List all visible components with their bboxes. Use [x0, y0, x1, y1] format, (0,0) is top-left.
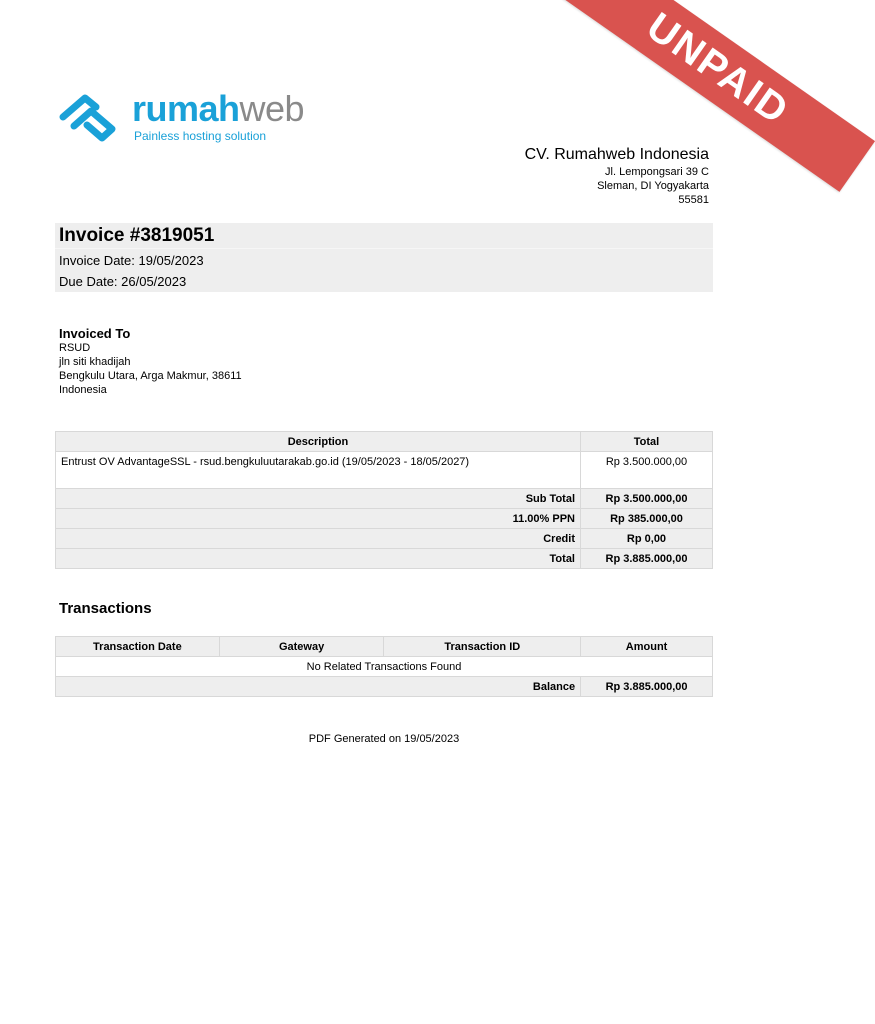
transactions-title: Transactions	[59, 600, 152, 617]
due-date: Due Date: 26/05/2023	[59, 274, 187, 289]
invoiced-to-line: jln siti khadijah	[59, 356, 131, 368]
tax-value: Rp 385.000,00	[581, 509, 713, 529]
invoiced-to-block	[59, 326, 242, 397]
total-label: Total	[56, 549, 581, 569]
logo-tagline: Painless hosting solution	[134, 129, 267, 143]
invoice-number: Invoice #3819051	[59, 225, 215, 246]
item-total: Rp 3.500.000,00	[581, 452, 713, 489]
logo-wordmark: rumahweb	[132, 88, 305, 129]
invoiced-to-line: Bengkulu Utara, Arga Makmur, 38611	[59, 370, 242, 382]
invoiced-to-line: Indonesia	[59, 384, 107, 396]
total-row	[56, 549, 713, 569]
table-header-row	[56, 432, 713, 452]
invoice-header	[55, 223, 713, 292]
subtotal-label: Sub Total	[56, 489, 581, 509]
table-row	[56, 657, 713, 677]
subtotal-value: Rp 3.500.000,00	[581, 489, 713, 509]
credit-row	[56, 529, 713, 549]
invoice-date: Invoice Date: 19/05/2023	[59, 253, 204, 268]
transaction-date-header: Transaction Date	[56, 637, 220, 657]
company-info	[525, 145, 709, 207]
table-header-row	[56, 637, 713, 657]
total-value: Rp 3.885.000,00	[581, 549, 713, 569]
company-address-line: Sleman, DI Yogyakarta	[597, 180, 709, 192]
divider	[55, 248, 713, 249]
gateway-header: Gateway	[219, 637, 384, 657]
balance-label: Balance	[56, 677, 581, 697]
status-label: UNPAID	[639, 4, 798, 134]
company-address-line: Jl. Lempongsari 39 C	[605, 166, 709, 178]
pdf-generated-footer: PDF Generated on 19/05/2023	[308, 733, 460, 745]
company-name: CV. Rumahweb Indonesia	[524, 146, 709, 163]
description-header: Description	[56, 432, 581, 452]
company-address-line: 55581	[678, 194, 709, 206]
table-row	[56, 452, 713, 489]
balance-value: Rp 3.885.000,00	[581, 677, 713, 697]
invoiced-to-line: RSUD	[59, 342, 91, 354]
invoice-items-table	[55, 431, 713, 569]
tax-label: 11.00% PPN	[56, 509, 581, 529]
credit-label: Credit	[56, 529, 581, 549]
company-logo	[58, 88, 328, 145]
transaction-id-header: Transaction ID	[384, 637, 581, 657]
transactions-table	[55, 636, 713, 697]
item-description: Entrust OV AdvantageSSL - rsud.bengkuluutarakab.go.id (19/05/2023 - 18/05/2027)	[56, 452, 581, 489]
subtotal-row	[56, 489, 713, 509]
total-header: Total	[581, 432, 713, 452]
amount-header: Amount	[581, 637, 713, 657]
rumahweb-logo-icon	[58, 93, 124, 145]
tax-row	[56, 509, 713, 529]
no-transactions-message: No Related Transactions Found	[56, 657, 713, 677]
balance-row	[56, 677, 713, 697]
invoiced-to-heading: Invoiced To	[59, 326, 131, 341]
credit-value: Rp 0,00	[581, 529, 713, 549]
